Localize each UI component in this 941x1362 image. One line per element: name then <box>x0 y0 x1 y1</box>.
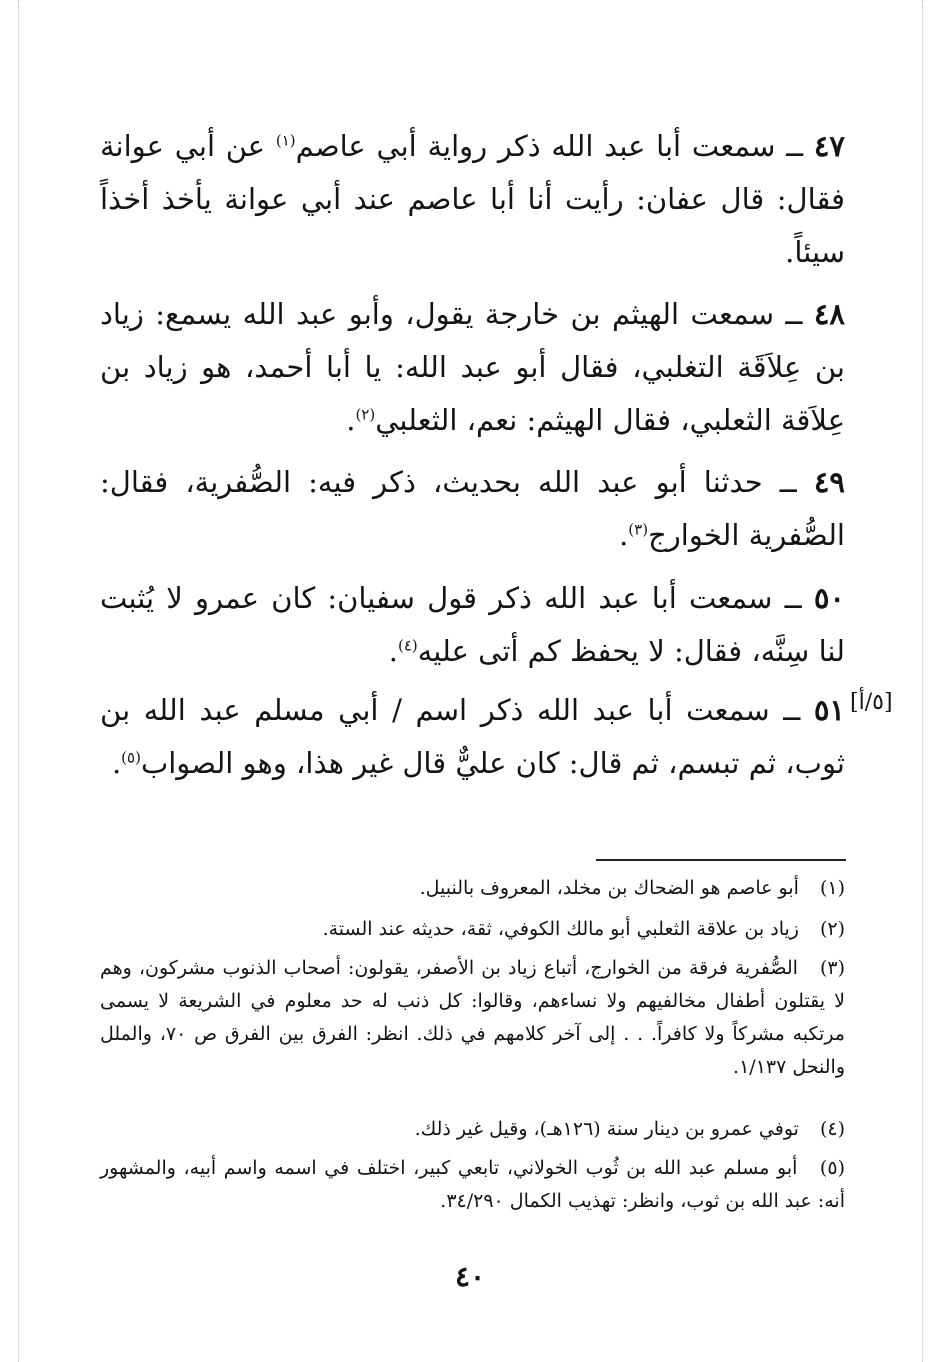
footnote-text: الصُّفرية فرقة من الخوارج، أتباع زياد بن الأصفر، يقولون: أصحاب الذنوب مشركون، وهم لا يقتلون أطفال مخالفيهم ولا نساءهم، وقالوا: كل ذنب له حد معلوم في الشريعة لا يسمى مرتكبه مشركاً ولا كافراً. . . إلى آخر كلامهم في ذلك. انظر: الفرق بين الفرق ص ٧٠، والملل والنحل ١/١٣٧. <box>100 957 845 1078</box>
footnote-1 <box>100 872 845 905</box>
entry-50 <box>100 572 845 678</box>
footnote-text: زياد بن علاقة الثعلبي أبو مالك الكوفي، ثقة، حديثه عند الستة. <box>322 918 799 940</box>
entry-number: ٥٠ <box>813 581 845 615</box>
footnote-4 <box>100 1113 845 1146</box>
scan-right-edge <box>922 0 923 1362</box>
entry-47 <box>100 120 845 279</box>
entry-number: ٤٨ <box>813 297 846 331</box>
footnote-5 <box>100 1152 845 1218</box>
footnote-separator <box>596 859 846 861</box>
manuscript-folio-ref: [٥/أ] <box>850 690 893 715</box>
footnote-number: (١) <box>819 877 845 899</box>
footnote-text: أبو عاصم هو الضحاك بن مخلد، المعروف بالنبيل. <box>419 877 799 899</box>
entry-text-tail: . <box>388 634 398 668</box>
footnote-number: (٤) <box>819 1118 845 1140</box>
entry-text: ــ سمعت الهيثم بن خارجة يقول، وأبو عبد الله يسمع: زياد بن عِلاَقَة التغلبي، فقال أبو عبد الله: يا أبا أحمد، هو زياد بن عِلاَقة الثعلبي، فقال الهيثم: نعم، الثعلبي <box>100 297 845 437</box>
footnote-2 <box>100 913 845 946</box>
entry-48 <box>100 288 845 447</box>
footnote-ref[interactable]: (٢) <box>355 405 376 424</box>
entry-text-tail: . <box>619 518 629 552</box>
footnote-number: (٣) <box>819 957 845 979</box>
footnote-ref[interactable]: (٥) <box>121 748 141 767</box>
entry-number: ٤٧ <box>813 129 846 163</box>
footnote-3 <box>100 952 845 1084</box>
footnote-number: (٢) <box>819 918 845 940</box>
scan-left-edge <box>18 0 19 1362</box>
footnote-ref[interactable]: (٤) <box>397 636 418 655</box>
page-number: ٤٠ <box>454 1260 486 1293</box>
entry-51 <box>100 684 845 790</box>
footnote-number: (٥) <box>819 1157 845 1179</box>
entry-49 <box>100 456 845 562</box>
footnote-ref[interactable]: (٣) <box>628 520 649 539</box>
entry-number: ٤٩ <box>813 465 846 499</box>
footnote-text: أبو مسلم عبد الله بن ثُوب الخولاني، تابعي كبير، اختلف في اسمه واسم أبيه، والمشهور أنه: عبد الله بن ثوب، وانظر: تهذيب الكمال ٣٤/٢٩٠. <box>100 1157 845 1212</box>
entry-text-tail: عن أبي عوانة فقال: قال عفان: رأيت أنا أبا عاصم عند أبي عوانة يأخذ أخذاً سيئاً. <box>100 129 845 269</box>
entry-text-tail: . <box>111 746 122 780</box>
entry-number: ٥١ <box>813 693 845 727</box>
entry-text: ــ حدثنا أبو عبد الله بحديث، ذكر فيه: الصُّفرية، فقال: الصُّفرية الخوارج <box>100 465 845 552</box>
entry-text: ــ سمعت أبا عبد الله ذكر اسم / أبي مسلم عبد الله بن ثوب، ثم تبسم، ثم قال: كان عليٌّ قال غير هذا، وهو الصواب <box>100 693 845 780</box>
entry-text: ــ سمعت أبا عبد الله ذكر قول سفيان: كان عمرو لا يُثبت لنا سِنَّه، فقال: لا يحفظ كم أتى عليه <box>100 581 845 668</box>
footnote-ref[interactable]: (١) <box>275 131 296 150</box>
entry-text: ــ سمعت أبا عبد الله ذكر رواية أبي عاصم <box>295 129 804 163</box>
footnote-text: توفي عمرو بن دينار سنة (١٢٦هـ)، وقيل غير ذلك. <box>414 1118 799 1140</box>
entry-text-tail: . <box>346 403 356 437</box>
